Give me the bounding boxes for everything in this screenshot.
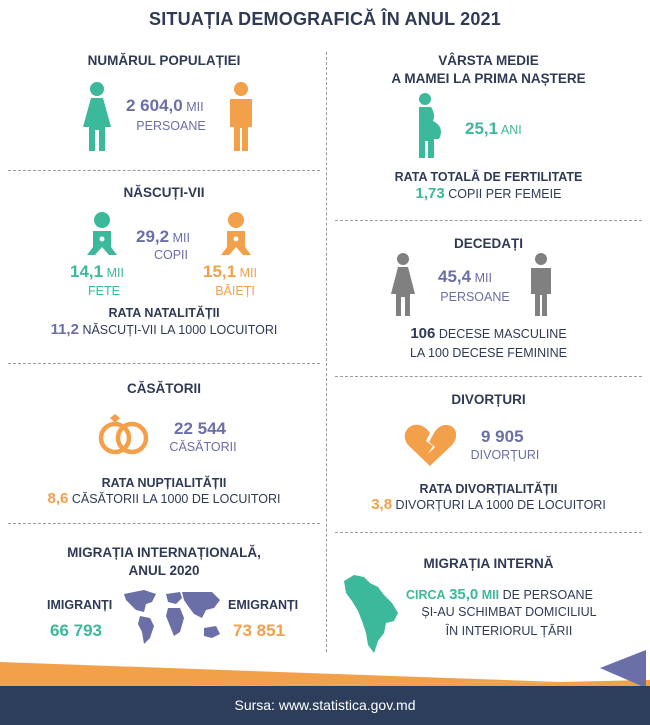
girls-label: FETE xyxy=(88,284,120,298)
birth-rate-value: 11,2 NĂSCUȚI-VII LA 1000 LOCUITORI xyxy=(50,321,278,338)
internal-migration-line-2: ȘI-AU SCHIMBAT DOMICILIUL xyxy=(421,605,597,619)
immigrants-label: IMIGRANȚI xyxy=(47,598,113,612)
fertility-value: 1,73 COPII PER FEMEIE xyxy=(415,185,562,202)
mother-age-heading-1: VÂRSTA MEDIE xyxy=(438,53,539,68)
fertility-heading: RATA TOTALĂ DE FERTILITATE xyxy=(394,170,583,184)
divider xyxy=(335,220,642,221)
internal-migration-heading: MIGRAȚIA INTERNĂ xyxy=(423,556,554,571)
marriages-heading: CĂSĂTORII xyxy=(126,381,201,396)
footer-source[interactable]: Sursa: www.statistica.gov.md xyxy=(0,686,650,725)
deaths-label: PERSOANE xyxy=(440,290,510,304)
deaths-value: 45,4 MII xyxy=(438,267,492,286)
nuptiality-value: 8,6 CĂSĂTORII LA 1000 DE LOCUITORI xyxy=(47,490,281,507)
divider xyxy=(8,170,320,171)
population-heading: NUMĂRUL POPULAȚIEI xyxy=(87,53,241,68)
broken-heart-icon xyxy=(404,423,456,467)
divider xyxy=(8,523,320,524)
internal-migration-line-3: ÎN INTERIORUL ȚĂRII xyxy=(445,624,573,638)
divortiality-heading: RATA DIVORȚIALITĂȚII xyxy=(419,482,558,496)
divider xyxy=(335,532,642,533)
birth-rate-heading: RATA NATALITĂȚII xyxy=(108,306,220,320)
divorces-heading: DIVORȚURI xyxy=(451,392,526,407)
mother-age-heading-2: A MAMEI LA PRIMA NAȘTERE xyxy=(391,71,586,86)
divorces-value: 9 905 xyxy=(481,427,524,446)
population-value: 2 604,0 MII xyxy=(126,96,204,115)
immigrants-value: 66 793 xyxy=(50,621,102,640)
divortiality-value: 3,8 DIVORȚURI LA 1000 DE LOCUITORI xyxy=(371,496,606,513)
woman-gray-icon xyxy=(388,253,418,317)
divorces-label: DIVORȚURI xyxy=(470,448,540,462)
population-label: PERSOANE xyxy=(136,119,206,133)
deaths-ratio-1: 106 DECESE MASCULINE xyxy=(410,325,567,342)
world-map-icon xyxy=(122,588,224,646)
marriages-label: CĂSĂTORII xyxy=(169,440,237,454)
pregnant-woman-icon xyxy=(412,93,446,159)
intl-migration-heading-1: MIGRAȚIA INTERNAȚIONALĂ, xyxy=(67,545,261,560)
mother-age-value: 25,1 ANI xyxy=(465,119,522,138)
vertical-divider xyxy=(326,52,327,652)
divider xyxy=(335,376,642,377)
girls-value: 14,1 MII xyxy=(70,262,124,281)
boys-value: 15,1 MII xyxy=(203,262,257,281)
boys-label: BĂIEȚI xyxy=(215,284,255,298)
divider xyxy=(8,363,320,364)
rings-icon xyxy=(96,413,152,457)
deaths-ratio-2: LA 100 DECESE FEMININE xyxy=(409,346,567,360)
baby-boy-icon xyxy=(218,211,254,257)
emigrants-label: EMIGRANȚI xyxy=(228,598,299,612)
internal-migration-line-1: CIRCA 35,0 MII DE PERSOANE xyxy=(406,586,593,603)
deaths-heading: DECEDAȚI xyxy=(453,236,523,251)
births-total-value: 29,2 MII xyxy=(136,227,190,246)
marriages-value: 22 544 xyxy=(174,419,226,438)
man-gray-icon xyxy=(528,253,554,317)
man-icon xyxy=(226,82,256,152)
footer-decoration xyxy=(0,640,650,688)
births-total-label: COPII xyxy=(153,248,189,262)
births-heading: NĂSCUȚI-VII xyxy=(123,185,205,200)
page-title: SITUAȚIA DEMOGRAFICĂ ÎN ANUL 2021 xyxy=(149,9,501,29)
woman-icon xyxy=(80,82,114,152)
emigrants-value: 73 851 xyxy=(233,621,285,640)
intl-migration-heading-2: ANUL 2020 xyxy=(128,563,200,578)
baby-girl-icon xyxy=(84,211,120,257)
nuptiality-heading: RATA NUPȚIALITĂȚII xyxy=(101,476,227,490)
